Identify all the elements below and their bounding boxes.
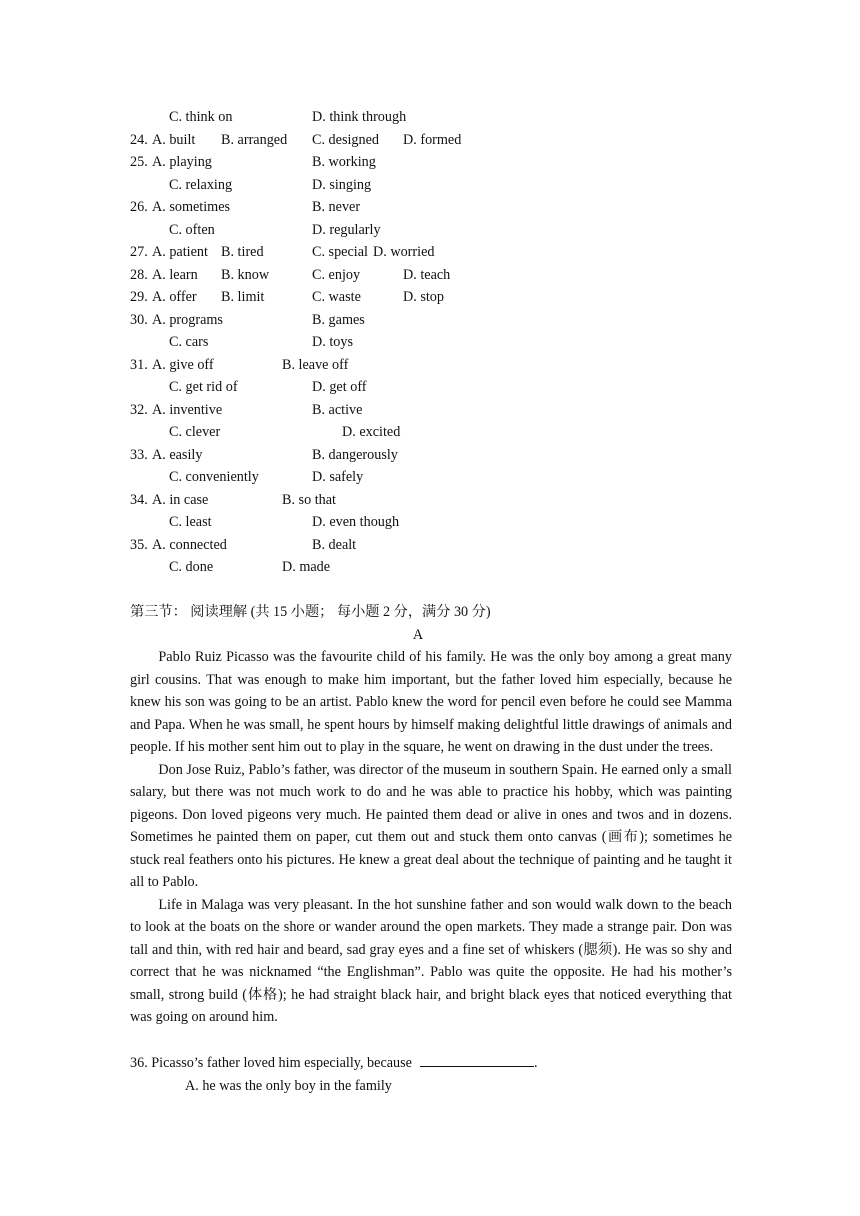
passage-label: A: [412, 627, 424, 643]
option-d: D. teach: [403, 267, 451, 283]
option-b: B. dangerously: [312, 447, 398, 463]
option-d: D. even though: [312, 514, 400, 530]
option-c: C. cars: [169, 334, 209, 350]
question-number: 31.: [130, 357, 148, 373]
question-number: 24.: [130, 132, 148, 148]
option-b: B. games: [312, 312, 365, 328]
option-b: B. never: [312, 199, 361, 215]
option-a: A. inventive: [152, 402, 223, 418]
option-a: A. offer: [152, 289, 197, 305]
option-c: C. conveniently: [169, 469, 259, 485]
option-a: A. sometimes: [152, 199, 231, 215]
option-a: A. programs: [152, 312, 223, 328]
option-d: D. toys: [312, 334, 353, 350]
option-b: B. arranged: [221, 132, 288, 148]
option-c: C. think on: [169, 109, 233, 125]
option-d: D. singing: [312, 177, 372, 193]
option-c: C. waste: [312, 289, 361, 305]
option-d: D. get off: [312, 379, 367, 395]
question-number: 29.: [130, 289, 148, 305]
option-a: A. built: [152, 132, 196, 148]
question-end: .: [533, 1055, 538, 1071]
option-b: B. active: [312, 402, 363, 418]
question-number: 32.: [130, 402, 148, 418]
option-c: C. often: [169, 222, 215, 238]
option-d: D. think through: [312, 109, 407, 125]
section-heading: 第三节： 阅读理解 (共 15 小题； 每小题 2 分，满分 30 分): [130, 604, 491, 620]
question-number: 28.: [130, 267, 148, 283]
question-number: 35.: [130, 537, 148, 553]
option-c: C. relaxing: [169, 177, 233, 193]
option-b: B. tired: [221, 244, 264, 260]
answer-blank: [420, 1054, 534, 1067]
question-number: 25.: [130, 154, 148, 170]
option-b: B. so that: [282, 492, 336, 508]
question-stem: 36. Picasso’s father loved him especially, because: [130, 1055, 412, 1071]
option-d: D. excited: [342, 424, 401, 440]
option-d: D. regularly: [312, 222, 381, 238]
paragraph: Don Jose Ruiz, Pablo’s father, was director of the museum in southern Spain. He earned only a small salary, but there was not much work to do and he was able to practice his hobby, which was painting pigeons. Don loved pigeons very much. He painted them dead or alive in ones and twos and in dozens. Sometimes he painted them on paper, cut them out and stuck them onto canvas (画布); sometimes he stuck real feathers onto his pictures. He knew a great deal about the technique of painting and he taught it all to Pablo.: [130, 761, 732, 890]
option-c: C. designed: [312, 132, 379, 148]
option-b: B. working: [312, 154, 376, 170]
option-b: B. limit: [221, 289, 265, 305]
paragraph: Pablo Ruiz Picasso was the favourite child of his family. He was the only boy among a great many girl cousins. That was enough to make him important, but the father loved him especially, because he knew his son was going to be an artist. Pablo knew the word for pencil even before he could see Mamma and Papa. When he was small, he spent hours by himself making delightful little drawings of animals and people. If his mother sent him out to play in the square, he went on drawing in the dust under the trees.: [130, 649, 732, 755]
option-c: C. enjoy: [312, 267, 361, 283]
option-c: C. special: [312, 244, 368, 260]
option-d: D. formed: [403, 132, 462, 148]
option-b: B. leave off: [282, 357, 349, 373]
question-number: 34.: [130, 492, 148, 508]
question-number: 30.: [130, 312, 148, 328]
option-b: B. know: [221, 267, 270, 283]
option-c: C. done: [169, 559, 214, 575]
option-d: D. safely: [312, 469, 364, 485]
option-d: D. worried: [373, 244, 435, 260]
option-a: A. in case: [152, 492, 209, 508]
option-a: A. he was the only boy in the family: [185, 1078, 392, 1094]
option-a: A. playing: [152, 154, 212, 170]
option-d: D. stop: [403, 289, 444, 305]
option-b: B. dealt: [312, 537, 357, 553]
option-c: C. least: [169, 514, 212, 530]
option-c: C. clever: [169, 424, 221, 440]
paragraph: Life in Malaga was very pleasant. In the hot sunshine father and son would walk down to the beach to look at the boats on the shore or wander around the open markets. They made a strange pair. Don was tall and thin, with red hair and beard, sad gray eyes and a fine set of whiskers (腮须). He was so shy and correct that he was nicknamed “the Englishman”. Pablo was quite the opposite. He had his mother’s small, strong build (体格); he had straight black hair, and bright black eyes that noticed everything that was going on around him.: [130, 896, 732, 1025]
option-a: A. patient: [152, 244, 208, 260]
question-number: 27.: [130, 244, 148, 260]
option-d: D. made: [282, 559, 331, 575]
question-36: [130, 1054, 538, 1072]
question-number: 26.: [130, 199, 148, 215]
option-a: A. connected: [152, 537, 227, 553]
option-c: C. get rid of: [169, 379, 238, 395]
question-number: 33.: [130, 447, 148, 463]
option-a: A. easily: [152, 447, 203, 463]
reading-passage: [130, 646, 732, 1029]
option-a: A. give off: [152, 357, 214, 373]
option-a: A. learn: [152, 267, 198, 283]
